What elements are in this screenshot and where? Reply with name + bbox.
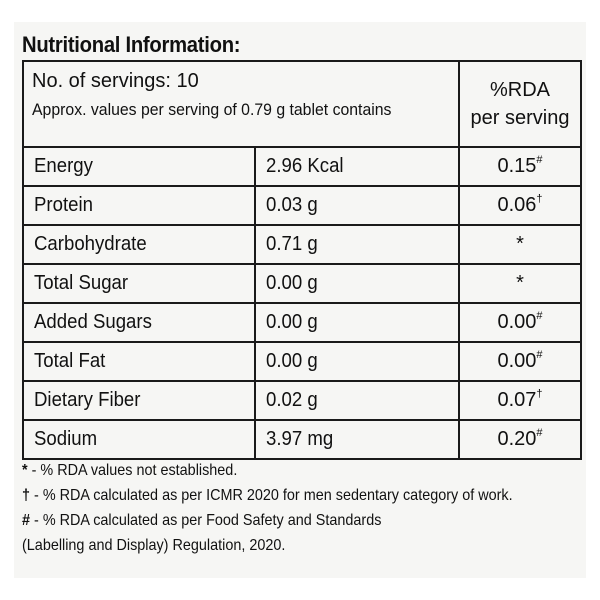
nutrient-amount: 0.00 g bbox=[255, 303, 459, 342]
nutrient-name: Protein bbox=[23, 186, 255, 225]
rda-value: 0.06† bbox=[459, 186, 581, 225]
nutrient-amount: 0.00 g bbox=[255, 342, 459, 381]
footnote-line bbox=[22, 533, 526, 558]
footnote-symbol: * bbox=[22, 462, 28, 479]
rda-header-cell bbox=[459, 61, 581, 147]
nutrient-amount: 0.02 g bbox=[255, 381, 459, 420]
table-row bbox=[23, 381, 581, 420]
page-title: Nutritional Information: bbox=[22, 32, 241, 57]
table-row bbox=[23, 420, 581, 459]
rda-header-line1: %RDA bbox=[490, 79, 551, 101]
rda-value: * bbox=[459, 225, 581, 264]
rda-footnote-mark: # bbox=[536, 310, 543, 322]
rda-footnote-mark: # bbox=[536, 154, 543, 166]
nutrient-name: Total Sugar bbox=[23, 264, 255, 303]
rda-footnote-mark: † bbox=[536, 193, 543, 205]
table-row bbox=[23, 147, 581, 186]
table-row bbox=[23, 225, 581, 264]
footnote-text: (Labelling and Display) Regulation, 2020. bbox=[22, 537, 286, 554]
footnotes bbox=[22, 458, 582, 558]
footnote-line bbox=[22, 508, 526, 533]
nutrient-name: Carbohydrate bbox=[23, 225, 255, 264]
nutrition-table bbox=[22, 60, 582, 460]
footnote-line bbox=[22, 483, 526, 508]
rda-footnote-mark: † bbox=[536, 388, 543, 400]
nutrient-name: Sodium bbox=[23, 420, 255, 459]
table-row bbox=[23, 264, 581, 303]
rda-footnote-mark: # bbox=[536, 427, 543, 439]
rda-footnote-mark: # bbox=[536, 349, 543, 361]
nutrient-amount: 0.00 g bbox=[255, 264, 459, 303]
footnote-line bbox=[22, 458, 526, 483]
table-row bbox=[23, 303, 581, 342]
nutrient-name: Total Fat bbox=[23, 342, 255, 381]
nutrient-amount: 3.97 mg bbox=[255, 420, 459, 459]
nutrient-name: Added Sugars bbox=[23, 303, 255, 342]
serving-size-note: Approx. values per serving of 0.79 g tablet contains bbox=[32, 100, 392, 119]
nutrient-amount: 0.71 g bbox=[255, 225, 459, 264]
nutrient-name: Energy bbox=[23, 147, 255, 186]
footnote-text: - % RDA calculated as per ICMR 2020 for men sedentary category of work. bbox=[30, 487, 513, 504]
nutrient-amount: 2.96 Kcal bbox=[255, 147, 459, 186]
nutrient-amount: 0.03 g bbox=[255, 186, 459, 225]
rda-value: 0.07† bbox=[459, 381, 581, 420]
rda-value: 0.20# bbox=[459, 420, 581, 459]
table-header-row bbox=[23, 61, 581, 147]
table-row bbox=[23, 342, 581, 381]
rda-value: 0.00# bbox=[459, 303, 581, 342]
table-row bbox=[23, 186, 581, 225]
servings-count: No. of servings: 10 bbox=[32, 70, 199, 92]
footnote-symbol: # bbox=[22, 512, 31, 529]
rda-value: 0.00# bbox=[459, 342, 581, 381]
rda-value: * bbox=[459, 264, 581, 303]
footnote-symbol: † bbox=[22, 487, 31, 504]
footnote-text: - % RDA values not established. bbox=[27, 462, 238, 479]
footnote-text: - % RDA calculated as per Food Safety and Standards bbox=[30, 512, 382, 529]
nutrient-name: Dietary Fiber bbox=[23, 381, 255, 420]
serving-info-cell bbox=[23, 61, 459, 147]
rda-value: 0.15# bbox=[459, 147, 581, 186]
rda-header-line2: per serving bbox=[470, 107, 570, 129]
